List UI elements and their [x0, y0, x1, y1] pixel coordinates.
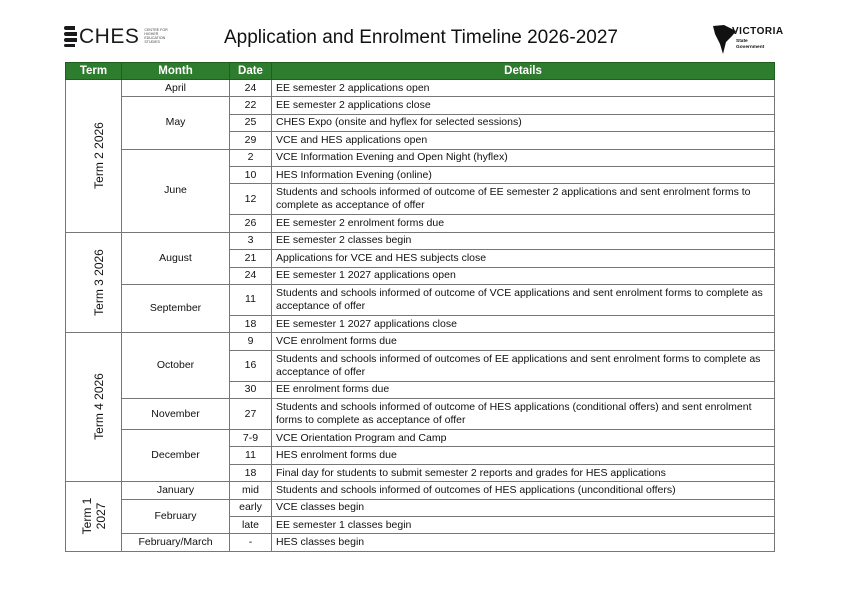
month-cell: May — [122, 97, 230, 149]
table-header-row — [66, 63, 775, 80]
details-cell: VCE classes begin — [272, 499, 775, 516]
term-cell: Term 2 2026 — [66, 80, 122, 233]
table-row — [66, 80, 775, 97]
date-cell: - — [230, 534, 272, 551]
details-cell: EE semester 1 2027 applications close — [272, 315, 775, 332]
table-row — [66, 430, 775, 447]
details-cell: EE semester 1 2027 applications open — [272, 267, 775, 284]
term-cell: Term 3 2026 — [66, 232, 122, 333]
month-cell: February/March — [122, 534, 230, 551]
details-cell: VCE Orientation Program and Camp — [272, 430, 775, 447]
date-cell: 10 — [230, 166, 272, 183]
column-header-details: Details — [272, 63, 775, 80]
date-cell: 9 — [230, 333, 272, 350]
details-cell: EE enrolment forms due — [272, 381, 775, 398]
table-row — [66, 482, 775, 499]
date-cell: 30 — [230, 381, 272, 398]
date-cell: 11 — [230, 447, 272, 464]
timeline-table — [65, 62, 775, 552]
date-cell: 25 — [230, 114, 272, 131]
victoria-wordmark: VICTORIA — [732, 26, 784, 37]
column-header-date: Date — [230, 63, 272, 80]
details-cell: Students and schools informed of outcomes of EE applications and sent enrolment forms to complete as acceptance of offer — [272, 350, 775, 381]
victoria-logo — [712, 22, 784, 56]
date-cell: 16 — [230, 350, 272, 381]
month-cell: October — [122, 333, 230, 399]
date-cell: 2 — [230, 149, 272, 166]
date-cell: 22 — [230, 97, 272, 114]
month-cell: February — [122, 499, 230, 534]
month-cell: April — [122, 80, 230, 97]
details-cell: EE semester 2 applications open — [272, 80, 775, 97]
date-cell: 29 — [230, 132, 272, 149]
details-cell: EE semester 2 enrolment forms due — [272, 215, 775, 232]
date-cell: 3 — [230, 232, 272, 249]
month-cell: November — [122, 399, 230, 430]
ches-wordmark: CHES — [79, 24, 140, 48]
details-cell: Students and schools informed of outcome of EE semester 2 applications and sent enrolment forms to complete as acceptance of offer — [272, 184, 775, 215]
date-cell: mid — [230, 482, 272, 499]
date-cell: early — [230, 499, 272, 516]
details-cell: Final day for students to submit semester 2 reports and grades for HES applications — [272, 464, 775, 481]
date-cell: 26 — [230, 215, 272, 232]
month-cell: June — [122, 149, 230, 232]
details-cell: VCE enrolment forms due — [272, 333, 775, 350]
date-cell: 7-9 — [230, 430, 272, 447]
date-cell: 21 — [230, 250, 272, 267]
table-row — [66, 284, 775, 315]
ches-subtitle: CENTRE FOR HIGHER EDUCATION STUDIES — [144, 27, 168, 45]
page-title: Application and Enrolment Timeline 2026-2027 — [224, 27, 618, 48]
column-header-term: Term — [66, 63, 122, 80]
column-header-month: Month — [122, 63, 230, 80]
date-cell: 18 — [230, 315, 272, 332]
month-cell: December — [122, 430, 230, 482]
details-cell: HES classes begin — [272, 534, 775, 551]
details-cell: CHES Expo (onsite and hyflex for selected sessions) — [272, 114, 775, 131]
details-cell: Students and schools informed of outcomes of HES applications (unconditional offers) — [272, 482, 775, 499]
table-row — [66, 232, 775, 249]
details-cell: EE semester 2 classes begin — [272, 232, 775, 249]
date-cell: 12 — [230, 184, 272, 215]
details-cell: HES Information Evening (online) — [272, 166, 775, 183]
table-row — [66, 97, 775, 114]
details-cell: EE semester 2 applications close — [272, 97, 775, 114]
details-cell: Students and schools informed of outcome of HES applications (conditional offers) and sent enrolment forms to complete as acceptance of offer — [272, 399, 775, 430]
details-cell: Students and schools informed of outcome of VCE applications and sent enrolment forms to complete as acceptance of offer — [272, 284, 775, 315]
term-cell: Term 4 2026 — [66, 333, 122, 482]
date-cell: late — [230, 517, 272, 534]
table-row — [66, 399, 775, 430]
date-cell: 24 — [230, 267, 272, 284]
victoria-subtitle: State Government — [736, 39, 765, 50]
table-row — [66, 534, 775, 551]
term-cell: Term 1 2027 — [66, 482, 122, 552]
details-cell: HES enrolment forms due — [272, 447, 775, 464]
month-cell: January — [122, 482, 230, 499]
date-cell: 18 — [230, 464, 272, 481]
month-cell: August — [122, 232, 230, 284]
details-cell: EE semester 1 classes begin — [272, 517, 775, 534]
date-cell: 11 — [230, 284, 272, 315]
table-row — [66, 499, 775, 516]
details-cell: VCE and HES applications open — [272, 132, 775, 149]
table-row — [66, 149, 775, 166]
table-row — [66, 333, 775, 350]
details-cell: VCE Information Evening and Open Night (hyflex) — [272, 149, 775, 166]
details-cell: Applications for VCE and HES subjects close — [272, 250, 775, 267]
date-cell: 24 — [230, 80, 272, 97]
date-cell: 27 — [230, 399, 272, 430]
month-cell: September — [122, 284, 230, 332]
